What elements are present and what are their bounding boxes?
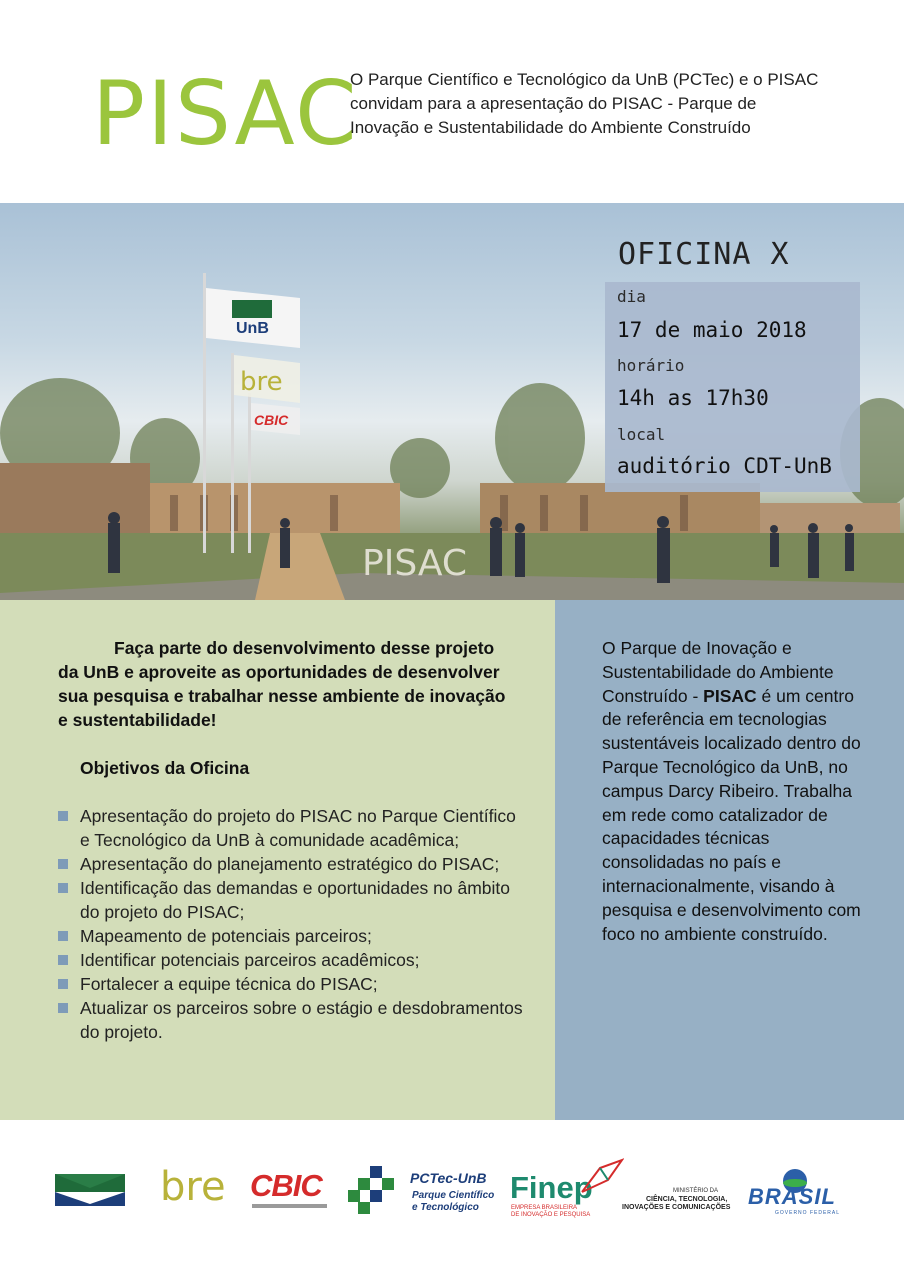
intro-text: O Parque Científico e Tecnológico da UnB (PCTec) e o PISAC convidam para a apresentação do PISAC - Parque de Inovação e Sustentabilidade do Ambiente Construído: [350, 70, 819, 137]
list-item-text: Apresentação do projeto do PISAC no Parque Científico e Tecnológico da UnB à comunidade acadêmica;: [80, 806, 516, 850]
finep-sub1: EMPRESA BRASILEIRA: [511, 1205, 578, 1211]
unb-logo: [55, 1174, 125, 1211]
description-part: é um centro de referência em tecnologias sustentáveis localizado dentro do Parque Tecnológico da UnB, no campus Darcy Ribeiro. Trabalha em rede como catalizador de capacidades técnicas consolidadas no país e internacionalmente, visando à pesquisa e desenvolvimento com foco no ambiente construído.: [602, 685, 861, 944]
pctec-sub2: e Tecnológico: [412, 1202, 479, 1213]
flag-bre-text: bre: [240, 367, 283, 397]
bullet-icon: [58, 883, 68, 893]
bullet-icon: [58, 979, 68, 989]
description-bold: PISAC: [703, 685, 757, 706]
event-place-label: local: [617, 425, 666, 444]
event-time-value: 14h as 17h30: [617, 386, 769, 410]
ministry-line-3: INOVAÇÕES E COMUNICAÇÕES: [622, 1204, 731, 1211]
header: [0, 0, 904, 200]
brasil-logo: BRASIL: [748, 1184, 836, 1209]
flag-cbic-text: CBIC: [254, 412, 289, 428]
description-part: O Parque de Inovação e Sustentabilidade do Ambiente Construído -: [602, 638, 834, 706]
brasil-sub: GOVERNO FEDERAL: [775, 1210, 841, 1216]
list-item-text: Atualizar os parceiros sobre o estágio e desdobramentos do projeto.: [80, 998, 523, 1042]
list-item-text: Identificar potenciais parceiros acadêmicos;: [80, 950, 420, 970]
event-info-box: [605, 282, 860, 492]
bullet-icon: [58, 811, 68, 821]
event-day-label: dia: [617, 287, 646, 306]
ministry-line-1: MINISTÉRIO DA: [673, 1188, 719, 1194]
objectives-list: [58, 804, 528, 1044]
flag-unb-text: UnB: [236, 320, 269, 337]
list-item: [58, 948, 528, 972]
event-time-label: horário: [617, 356, 685, 375]
cbic-logo: CBIC: [250, 1168, 322, 1203]
list-item-text: Apresentação do planejamento estratégico do PISAC;: [80, 854, 500, 874]
finep-star-icon: [578, 1156, 624, 1201]
list-item-text: Fortalecer a equipe técnica do PISAC;: [80, 974, 378, 994]
bre-logo: bre: [160, 1164, 226, 1210]
finep-logo: Finep: [510, 1170, 593, 1205]
event-place-value: auditório CDT-UnB: [617, 454, 832, 478]
list-item: [58, 876, 528, 924]
event-title: OFICINA X: [618, 237, 790, 272]
pisac-sign-text: PISAC: [362, 543, 467, 584]
list-item-text: Identificação das demandas e oportunidades no âmbito do projeto do PISAC;: [80, 878, 511, 922]
list-item: [58, 972, 528, 996]
finep-sub2: DE INOVAÇÃO E PESQUISA: [511, 1212, 591, 1218]
list-item: [58, 996, 528, 1044]
bullet-icon: [58, 1003, 68, 1013]
lead-text: [58, 636, 518, 732]
list-item: [58, 924, 528, 948]
objectives-title: Objetivos da Oficina: [80, 758, 250, 778]
list-item: [58, 804, 528, 852]
cbic-underline: [252, 1204, 327, 1208]
list-item-text: Mapeamento de potenciais parceiros;: [80, 926, 372, 946]
lead-text-content: Faça parte do desenvolvimento desse projeto da UnB e aproveite as oportunidades de desenvolver sua pesquisa e trabalhar nesse ambiente de inovação e sustentabilidade!: [58, 638, 506, 730]
pctec-sub1: Parque Científico: [412, 1190, 495, 1201]
bullet-icon: [58, 931, 68, 941]
bullet-icon: [58, 859, 68, 869]
event-day-value: 17 de maio 2018: [617, 318, 807, 342]
pctec-icon: [348, 1164, 408, 1221]
ministry-line-2: CIÊNCIA, TECNOLOGIA,: [646, 1196, 728, 1203]
pisac-logo: PISAC: [92, 62, 359, 165]
footer-logos: [0, 1120, 904, 1280]
hero-image: [0, 203, 904, 600]
pctec-name: PCTec-UnB: [410, 1170, 487, 1186]
list-item: [58, 852, 528, 876]
pisac-description: [602, 637, 862, 946]
bullet-icon: [58, 955, 68, 965]
